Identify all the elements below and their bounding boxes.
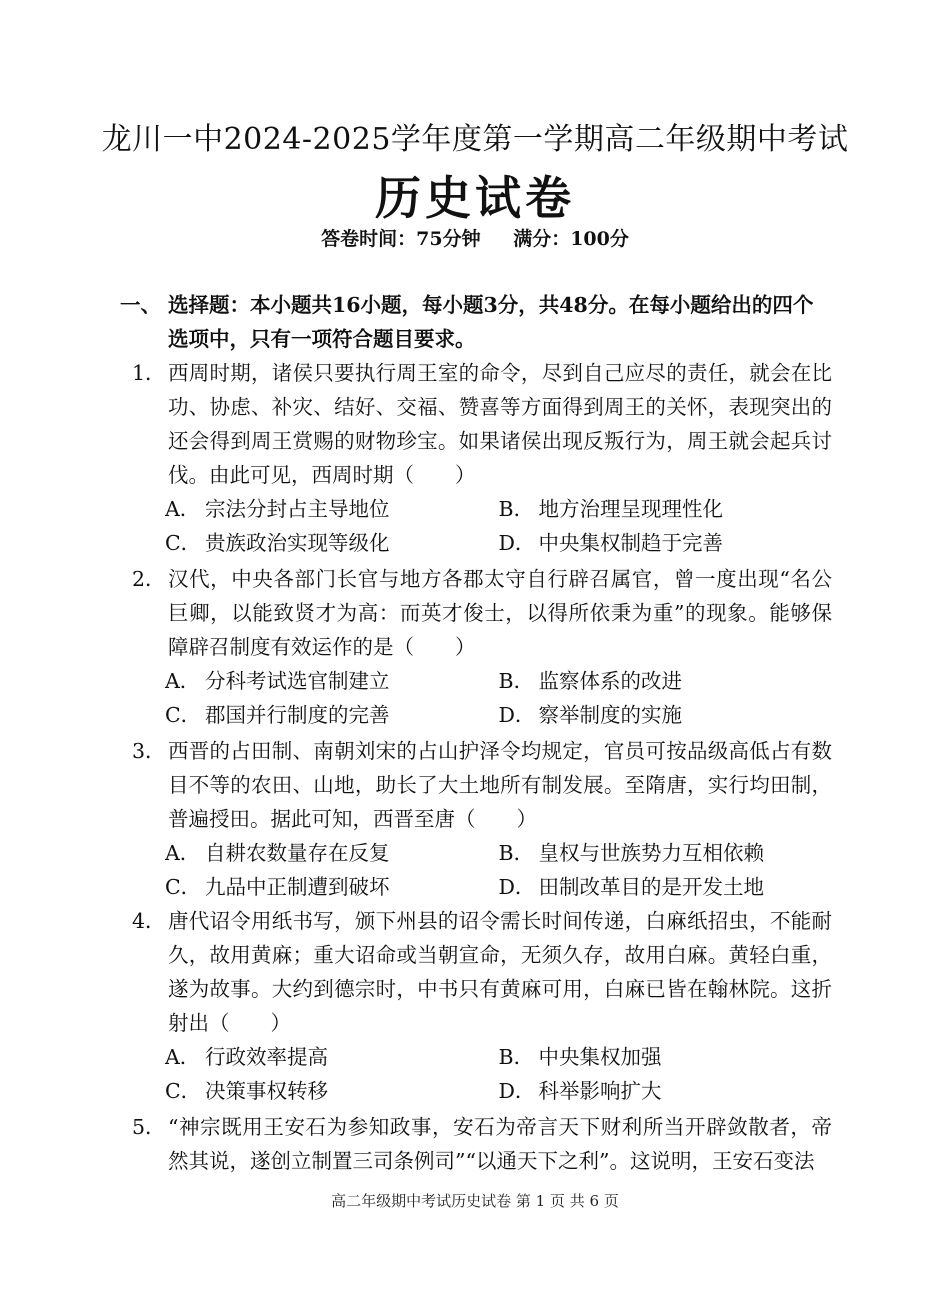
option-list — [165, 1040, 832, 1108]
option-d: D． 科举影响扩大 — [498, 1079, 662, 1103]
option-a: A． 分科考试选官制建立 — [165, 669, 390, 693]
question-2 — [132, 562, 832, 732]
option-c: C． 决策事权转移 — [165, 1079, 328, 1103]
time-label: 答卷时间：75分钟 — [321, 228, 481, 250]
question-number: 5． — [132, 1115, 166, 1139]
question-stem: “神宗既用王安石为参知政事，安石为帝言天下财利所当开辟敛散者，帝然其说，遂创立制置三司条例司”“以通天下之利”。这说明，王安石变法 — [168, 1115, 832, 1173]
option-list — [165, 492, 832, 560]
exam-info — [0, 224, 950, 251]
question-4 — [132, 904, 832, 1108]
option-a: A． 行政效率提高 — [165, 1045, 328, 1069]
option-b: B． 皇权与世族势力互相依赖 — [498, 841, 764, 865]
question-number: 4． — [132, 909, 166, 933]
page-footer: 高二年级期中考试历史试卷 第 1 页 共 6 页 — [331, 1192, 619, 1210]
option-c: C． 贵族政治实现等级化 — [165, 531, 390, 555]
question-number: 1． — [132, 361, 166, 385]
option-b: B． 中央集权加强 — [498, 1045, 662, 1069]
question-number: 3． — [132, 739, 166, 763]
section-number: 一、 — [120, 293, 161, 317]
option-a: A． 宗法分封占主导地位 — [165, 497, 390, 521]
option-list — [165, 664, 832, 732]
score-label: 满分：100分 — [513, 228, 629, 250]
option-b: B． 监察体系的改进 — [498, 669, 682, 693]
option-d: D． 察举制度的实施 — [498, 703, 682, 727]
option-c: C． 郡国并行制度的完善 — [165, 703, 390, 727]
question-1 — [132, 356, 832, 560]
section-heading — [120, 288, 832, 356]
question-stem: 唐代诏令用纸书写，颁下州县的诏令需长时间传递，白麻纸招虫，不能耐久，故用黄麻；重大诏命或当朝宣命，无须久存，故用白麻。黄轻白重，遂为故事。大约到德宗时，中书只有黄麻可用，白麻已皆在翰林院。这折射出（ ） — [168, 909, 832, 1035]
option-b: B． 地方治理呈现理性化 — [498, 497, 723, 521]
section-instruction: 选择题：本小题共16小题，每小题3分，共48分。在每小题给出的四个选项中，只有一项符合题目要求。 — [168, 293, 814, 351]
option-a: A． 自耕农数量存在反复 — [165, 841, 390, 865]
option-list — [165, 836, 832, 904]
question-stem: 汉代，中央各部门长官与地方各郡太守自行辟召属官，曾一度出现“名公巨卿，以能致贤才为高：而英才俊士，以得所依秉为重”的现象。能够保障辟召制度有效运作的是（ ） — [168, 567, 832, 659]
question-stem: 西晋的占田制、南朝刘宋的占山护泽令均规定，官员可按品级高低占有数目不等的农田、山地，助长了大土地所有制发展。至隋唐，实行均田制，普遍授田。据此可知，西晋至唐（ ） — [168, 739, 832, 831]
question-5 — [132, 1110, 832, 1178]
option-c: C． 九品中正制遭到破坏 — [165, 875, 390, 899]
subject-title: 历史试卷 — [375, 171, 575, 225]
option-d: D． 中央集权制趋于完善 — [498, 531, 723, 555]
school-title: 龙川一中2024-2025学年度第一学期高二年级期中考试 — [101, 122, 849, 157]
option-d: D． 田制改革目的是开发土地 — [498, 875, 764, 899]
question-stem: 西周时期，诸侯只要执行周王室的命令，尽到自己应尽的责任，就会在比功、协虑、补灾、结好、交福、赞喜等方面得到周王的关怀，表现突出的还会得到周王赏赐的财物珍宝。如果诸侯出现反叛行为，周王就会起兵讨伐。由此可见，西周时期（ ） — [168, 361, 832, 487]
question-3 — [132, 734, 832, 904]
question-number: 2． — [132, 567, 166, 591]
